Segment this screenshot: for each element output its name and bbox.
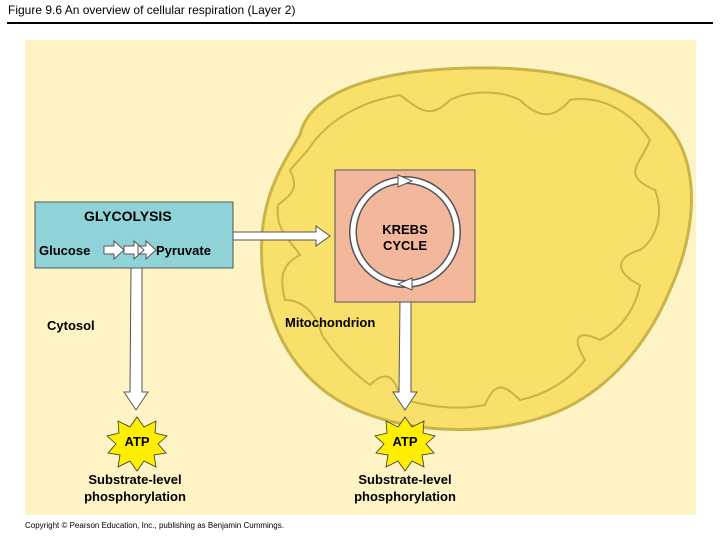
figure-title: Figure 9.6 An overview of cellular respiration (Layer 2) (8, 3, 296, 17)
phosphorylation-label-left: phosphorylation (84, 489, 186, 504)
mitochondrion-label: Mitochondrion (285, 315, 376, 330)
cytosol-label: Cytosol (47, 318, 95, 333)
atp-label-left: ATP (124, 434, 150, 449)
atp-label-right: ATP (392, 434, 418, 449)
substrate-level-label-right: Substrate-level (358, 472, 452, 487)
krebs-label-line2: CYCLE (382, 238, 428, 253)
copyright-footer: Copyright © Pearson Education, Inc., publishing as Benjamin Cummings. (25, 521, 284, 530)
glycolysis-title: GLYCOLYSIS (84, 208, 172, 224)
pyruvate-label: Pyruvate (156, 243, 211, 258)
krebs-label-line1: KREBS (382, 222, 428, 237)
mitochondrion-shape (262, 68, 692, 430)
substrate-level-label-left: Substrate-level (88, 472, 182, 487)
glucose-label: Glucose (39, 243, 91, 258)
glycolysis-to-atp-arrow (124, 268, 148, 410)
phosphorylation-label-right: phosphorylation (354, 489, 456, 504)
